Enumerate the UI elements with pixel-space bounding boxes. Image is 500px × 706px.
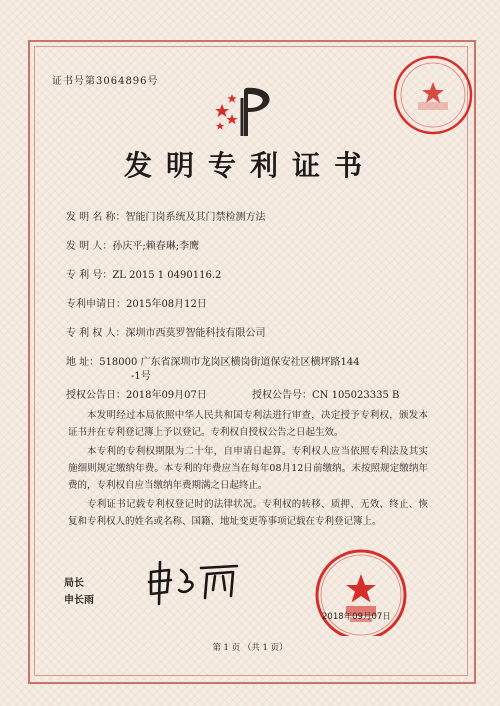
- grant-date-label: 授权公告日：: [66, 390, 126, 401]
- inventors-label: 发 明 人：: [66, 241, 113, 252]
- paragraph-3: 专利证书记载专利权登记时的法律状况。专利权的转移、质押、无效、终止、恢复和专利权人的姓名或名称、国籍、地址变更等事项记载在专利登记簿上。: [68, 499, 428, 527]
- patent-number-value: ZL 2015 1 0490116.2: [112, 270, 222, 281]
- paragraph-1: 本发明经过本局依照中华人民共和国专利法进行审查，决定授予专利权，颁发本证书并在专利登记簿上予以登记。专利权自授权公告之日起生效。: [68, 410, 428, 438]
- certificate-number: 证书号第3064896号: [52, 76, 159, 87]
- seal-date: 2018年09月07日: [322, 612, 391, 622]
- national-ip-seal: [300, 546, 422, 636]
- patentee-value: 深圳市西莫罗智能科技有限公司: [125, 328, 266, 339]
- address-row: [66, 353, 360, 368]
- patent-office-logo: [212, 78, 282, 138]
- filing-date-value: 2015年08月12日: [126, 299, 207, 310]
- address-value-line2: -1号: [131, 371, 151, 382]
- address-label: 地 址：: [66, 357, 100, 368]
- grant-date-value: 2018年09月07日: [126, 390, 207, 401]
- grant-number-row: [252, 386, 399, 401]
- patent-number-label: 专 利 号：: [66, 270, 113, 281]
- invention-name-value: 智能门岗系统及其门禁检测方法: [125, 212, 266, 223]
- patent-number-row: [66, 266, 221, 281]
- patentee-row: [66, 324, 266, 339]
- certificate-title: 发明专利证书: [123, 149, 376, 182]
- inventors-value: 孙庆平;赖春琳;李鹰: [112, 241, 200, 252]
- filing-date-label: 专利申请日：: [66, 299, 126, 310]
- page-footer: 第 1 页 （共 1 页）: [212, 643, 288, 653]
- grant-date-row: [66, 386, 207, 401]
- invention-name-row: [66, 208, 266, 223]
- patentee-label: 专 利 权 人：: [66, 328, 126, 339]
- invention-name-label: 发 明 名 称：: [66, 212, 126, 223]
- grant-number-value: CN 105023335 B: [312, 390, 400, 401]
- inventors-row: [66, 237, 199, 252]
- director-signature-image: [145, 558, 245, 606]
- filing-date-row: [66, 295, 207, 310]
- director-name: 申长雨: [64, 595, 94, 606]
- grant-number-label: 授权公告号：: [252, 390, 312, 401]
- address-value-line1: 518000 广东省深圳市龙岗区横岗街道保安社区横坪路144: [99, 357, 360, 368]
- paragraph-2: 本专利的专利权期限为二十年，自申请日起算。专利权人应当依照专利法及其实施细则规定缴纳年费。本专利的年费应当在每年08月12日前缴纳。未按照规定缴纳年费的，专利权自应当缴纳年费期满之日起终止。: [68, 446, 428, 491]
- cipo-stamp-top-right: [390, 52, 476, 138]
- director-title: 局长: [64, 578, 84, 589]
- address-line2-row: [131, 367, 151, 382]
